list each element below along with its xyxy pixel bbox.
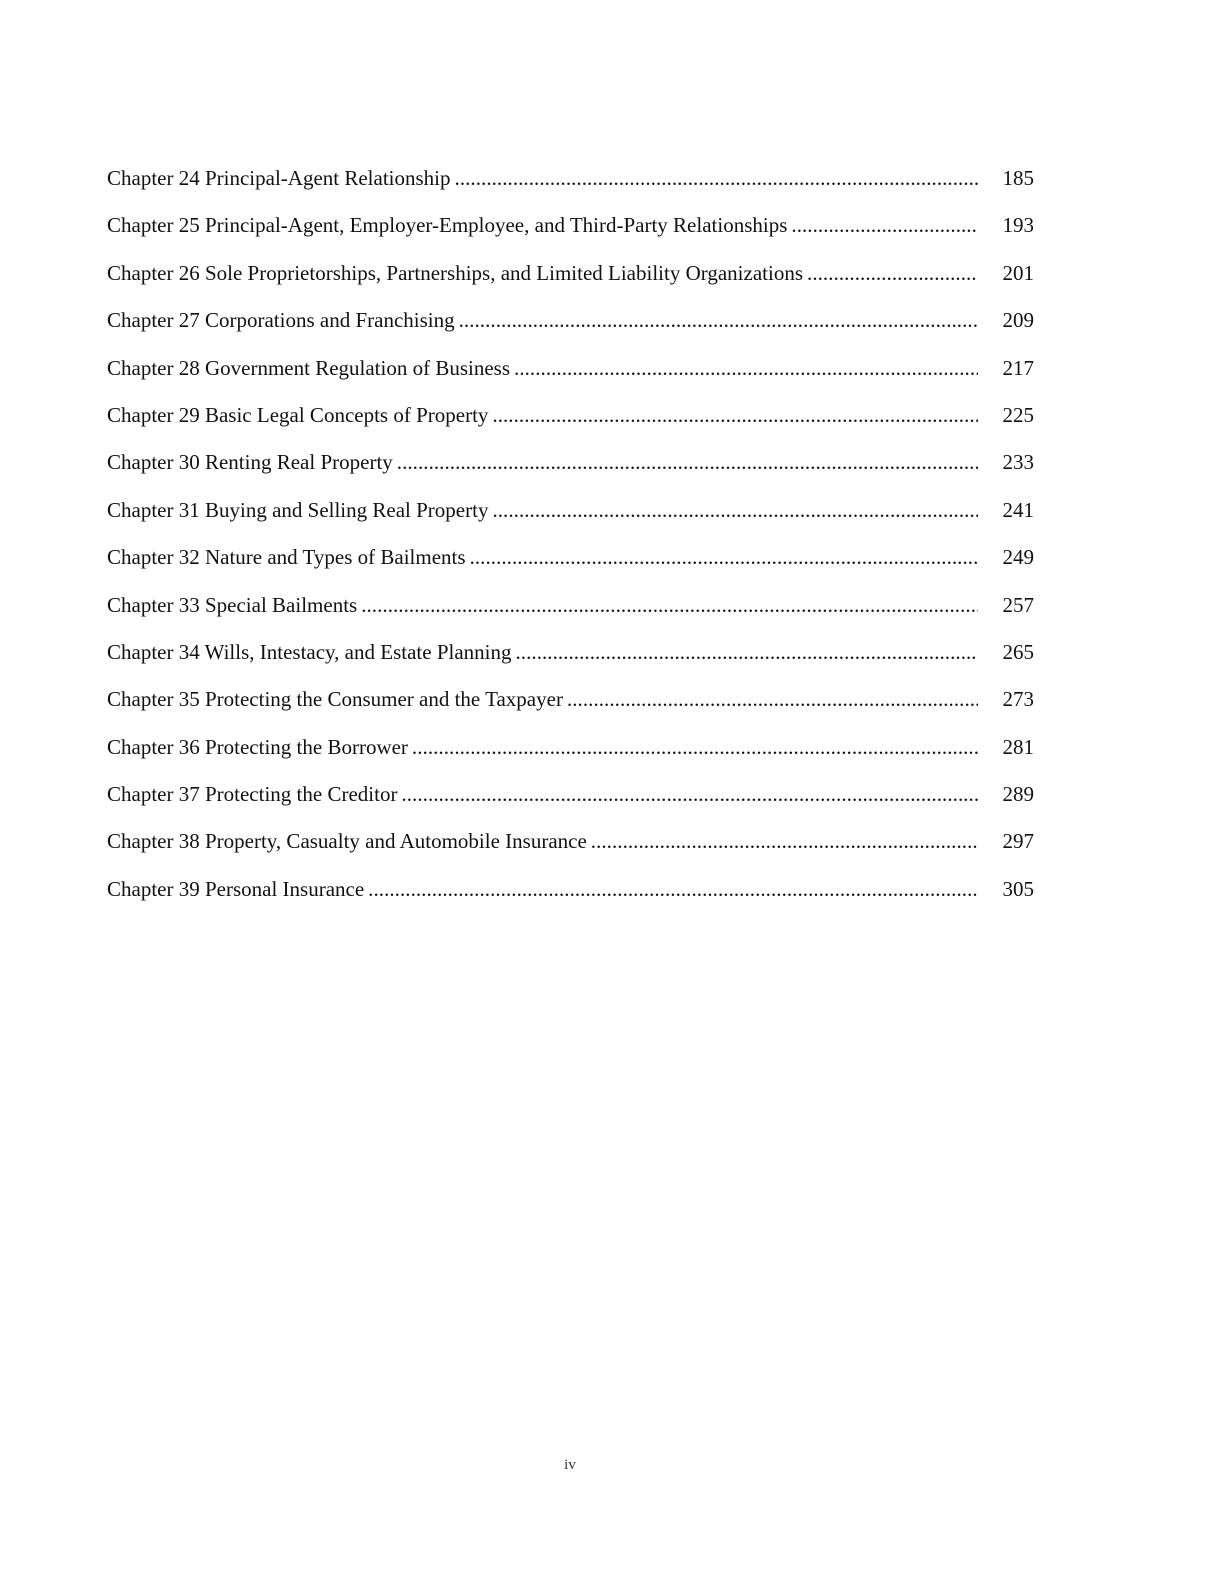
toc-dot-leader <box>455 163 978 193</box>
toc-entry-title: Chapter 39 Personal Insurance <box>107 876 365 901</box>
toc-entry-title: Chapter 27 Corporations and Franchising <box>107 308 455 333</box>
toc-entry[interactable] <box>107 258 1034 305</box>
toc-dot-leader <box>591 826 978 856</box>
toc-entry-page: 233 <box>1002 450 1034 475</box>
toc-entry-title: Chapter 28 Government Regulation of Business <box>107 355 511 380</box>
toc-entry-title: Chapter 26 Sole Proprietorships, Partnerships, and Limited Liability Organizations <box>107 260 804 285</box>
toc-entry-title: Chapter 32 Nature and Types of Bailments <box>107 545 466 570</box>
toc-entry-title: Chapter 31 Buying and Selling Real Property <box>107 497 489 522</box>
toc-entry-title: Chapter 25 Principal-Agent, Employer-Employee, and Third-Party Relationships <box>107 213 788 238</box>
toc-dot-leader <box>492 400 978 430</box>
toc-entry[interactable] <box>107 447 1034 494</box>
toc-entry-page: 289 <box>1002 782 1034 807</box>
toc-entry-title: Chapter 38 Property, Casualty and Automobile Insurance <box>107 829 587 854</box>
toc-entry-page: 265 <box>1002 639 1034 664</box>
toc-entry-page: 225 <box>1002 402 1034 427</box>
toc-entry-title: Chapter 24 Principal-Agent Relationship <box>107 166 451 190</box>
toc-entry[interactable] <box>107 590 1034 637</box>
toc-entry-title: Chapter 34 Wills, Intestacy, and Estate Planning <box>107 639 512 664</box>
toc-dot-leader <box>470 542 978 572</box>
toc-dot-leader <box>401 779 978 809</box>
toc-entry-title: Chapter 33 Special Bailments <box>107 592 358 617</box>
toc-dot-leader <box>807 258 978 288</box>
toc-dot-leader <box>368 874 978 904</box>
toc-dot-leader <box>412 732 978 762</box>
toc-entry[interactable] <box>107 874 1034 921</box>
toc-entry-page: 281 <box>1002 734 1034 759</box>
toc-entry-title: Chapter 36 Protecting the Borrower <box>107 734 408 759</box>
toc-entry-title: Chapter 29 Basic Legal Concepts of Property <box>107 402 489 427</box>
toc-dot-leader <box>459 305 978 335</box>
toc-entry-page: 201 <box>1002 260 1034 285</box>
toc-entry[interactable] <box>107 779 1034 826</box>
page-number: iv <box>564 1457 576 1473</box>
toc-entry-title: Chapter 30 Renting Real Property <box>107 450 393 475</box>
toc-entry-page: 257 <box>1002 592 1034 617</box>
toc-dot-leader <box>514 353 978 383</box>
toc-entry-page: 297 <box>1002 829 1034 854</box>
toc-entry-page: 273 <box>1002 687 1034 712</box>
toc-entry[interactable] <box>107 353 1034 400</box>
toc-entry[interactable] <box>107 542 1034 589</box>
toc-entry-title: Chapter 35 Protecting the Consumer and the Taxpayer <box>107 687 563 712</box>
toc-dot-leader <box>397 447 978 477</box>
toc-dot-leader <box>516 637 979 667</box>
toc-dot-leader <box>361 590 978 620</box>
toc-entry-page: 217 <box>1002 355 1034 380</box>
toc-entry[interactable] <box>107 684 1034 731</box>
toc-entry-title: Chapter 37 Protecting the Creditor <box>107 782 398 807</box>
toc-entry[interactable] <box>107 732 1034 779</box>
table-of-contents <box>107 163 1034 921</box>
toc-dot-leader <box>492 495 978 525</box>
toc-entry[interactable] <box>107 637 1034 684</box>
toc-entry-page: 193 <box>1002 213 1034 238</box>
toc-dot-leader <box>791 210 978 240</box>
toc-entry[interactable] <box>107 210 1034 257</box>
toc-entry[interactable] <box>107 400 1034 447</box>
toc-entry[interactable] <box>107 163 1034 210</box>
toc-entry-page: 209 <box>1002 308 1034 333</box>
toc-entry-page: 249 <box>1002 545 1034 570</box>
toc-entry[interactable] <box>107 305 1034 352</box>
toc-entry-page: 305 <box>1002 876 1034 901</box>
toc-entry-page: 241 <box>1002 497 1034 522</box>
toc-dot-leader <box>567 684 978 714</box>
toc-entry[interactable] <box>107 495 1034 542</box>
toc-entry-page: 185 <box>1002 166 1034 190</box>
toc-entry[interactable] <box>107 826 1034 873</box>
